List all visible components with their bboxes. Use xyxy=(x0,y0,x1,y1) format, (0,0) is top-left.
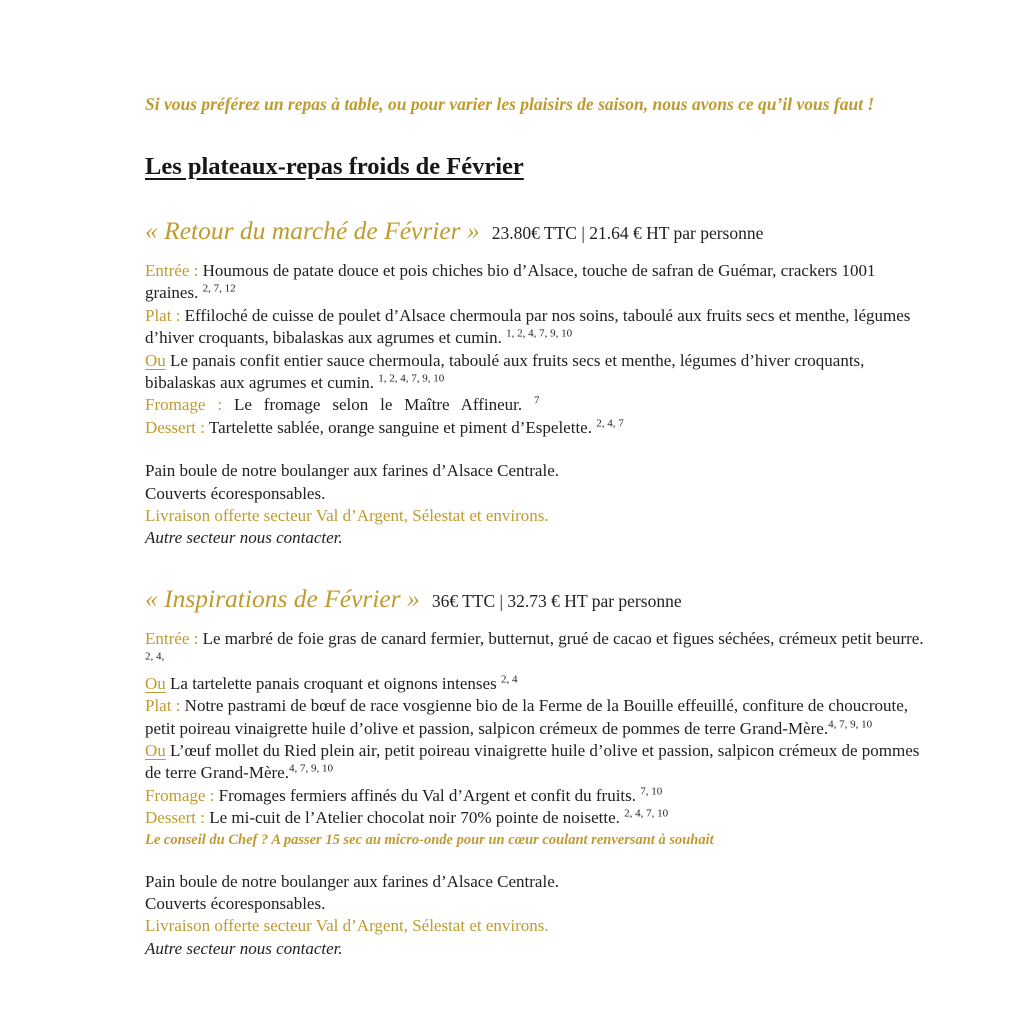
allergen-numbers: 2, 4, 7 xyxy=(596,417,624,430)
course-row-ou-alternative xyxy=(145,740,930,785)
course-label-ou: Ou xyxy=(145,673,166,693)
section-price: 36€ TTC | 32.73 € HT par personne xyxy=(431,590,682,611)
allergen-numbers: 1, 2, 4, 7, 9, 10 xyxy=(378,372,445,385)
footer-delivery-line: Livraison offerte secteur Val d’Argent, Sélestat et environs. xyxy=(145,506,549,526)
footer-contact-line: Autre secteur nous contacter. xyxy=(145,938,343,958)
footer-cutlery-line: Couverts écoresponsables. xyxy=(145,893,326,913)
allergen-numbers: 1, 2, 4, 7, 9, 10 xyxy=(506,327,573,340)
course-row-ou-alternative xyxy=(145,350,930,395)
course-row-plat xyxy=(145,305,930,350)
footer-cutlery-line: Couverts écoresponsables. xyxy=(145,483,326,503)
course-text: Notre pastrami de bœuf de race vosgienne bio de la Ferme de la Bouille effeuillé, confiture de choucroute, petit poireau vinaigrette huile d’olive et passion, salpicon crémeux de pommes de terre Grand-Mère. xyxy=(145,696,909,738)
section-footer xyxy=(145,460,930,550)
footer-bread-line: Pain boule de notre boulanger aux farines d’Alsace Centrale. xyxy=(145,871,559,891)
course-text: Houmous de patate douce et pois chiches bio d’Alsace, touche de safran de Guémar, crackers 1001 graines. xyxy=(145,261,876,303)
course-row-entree xyxy=(145,628,930,673)
course-row-entree xyxy=(145,260,930,305)
course-text: Le mi-cuit de l’Atelier chocolat noir 70% pointe de noisette. xyxy=(209,808,620,828)
allergen-numbers: 2, 4, xyxy=(145,650,165,663)
allergen-numbers: 2, 4 xyxy=(500,673,518,686)
chef-tip-note: Le conseil du Chef ? A passer 15 sec au micro-onde pour un cœur coulant renversant à souhait xyxy=(145,831,714,848)
section-title: « Retour du marché de Février » xyxy=(145,216,480,245)
course-label: Dessert : xyxy=(145,808,205,828)
course-label-ou: Ou xyxy=(145,350,166,370)
section-title-line xyxy=(145,584,930,614)
course-text: Le fromage selon le Maître Affineur. xyxy=(233,395,523,415)
course-list xyxy=(145,628,930,850)
allergen-numbers: 2, 7, 12 xyxy=(202,282,236,295)
footer-contact-line: Autre secteur nous contacter. xyxy=(145,528,343,548)
allergen-numbers: 4, 7, 9, 10 xyxy=(828,717,873,730)
course-text: L’œuf mollet du Ried plein air, petit poireau vinaigrette huile d’olive et passion, salpicon crémeux de pommes de terre Grand-Mère. xyxy=(145,740,920,783)
course-label: Fromage : xyxy=(145,785,215,805)
course-row-dessert xyxy=(145,417,930,439)
section-footer xyxy=(145,871,930,961)
footer-delivery-line: Livraison offerte secteur Val d’Argent, Sélestat et environs. xyxy=(145,916,549,936)
course-text: Le marbré de foie gras de canard fermier, butternut, grué de cacao et figues séchées, crémeux petit beurre. xyxy=(202,628,924,648)
intro-tagline: Si vous préférez un repas à table, ou pour varier les plaisirs de saison, nous avons ce qu’il vous faut ! xyxy=(145,94,875,114)
course-text: Fromages fermiers affinés du Val d’Argent et confit du fruits. xyxy=(218,785,637,805)
allergen-numbers: 7 xyxy=(534,394,540,407)
page-title-text: Les plateaux-repas froids de Février xyxy=(145,153,524,180)
footer-bread-line: Pain boule de notre boulanger aux farines d’Alsace Centrale. xyxy=(145,461,559,481)
course-text: Tartelette sablée, orange sanguine et piment d’Espelette. xyxy=(208,417,592,437)
course-row-plat xyxy=(145,695,930,740)
course-label: Plat : xyxy=(145,305,181,325)
course-row-dessert xyxy=(145,807,930,829)
course-label: Plat : xyxy=(145,696,181,716)
page-title xyxy=(145,152,930,182)
section-title: « Inspirations de Février » xyxy=(145,583,420,613)
allergen-numbers: 4, 7, 9, 10 xyxy=(288,762,333,775)
course-label: Dessert : xyxy=(145,417,205,437)
course-text: La tartelette panais croquant et oignons intenses xyxy=(170,673,497,693)
section-title-line xyxy=(145,216,930,246)
menu-section-retour-du-marche xyxy=(145,216,930,550)
course-text: Le panais confit entier sauce chermoula, taboulé aux fruits secs et menthe, légumes d’hiver croquants, bibalaskas aux agrumes et cumin. xyxy=(145,350,865,393)
course-list xyxy=(145,260,930,439)
course-label: Entrée : xyxy=(145,628,199,648)
allergen-numbers: 2, 4, 7, 10 xyxy=(624,807,669,820)
section-price: 23.80€ TTC | 21.64 € HT par personne xyxy=(491,223,764,243)
course-label-ou: Ou xyxy=(145,740,166,760)
allergen-numbers: 7, 10 xyxy=(640,785,663,798)
menu-section-inspirations xyxy=(145,584,930,960)
course-label: Entrée : xyxy=(145,261,199,280)
course-row-fromage xyxy=(145,394,930,416)
course-label: Fromage : xyxy=(145,395,223,415)
course-row-fromage xyxy=(145,785,930,807)
course-row-ou-alternative xyxy=(145,673,930,695)
course-text: Effiloché de cuisse de poulet d’Alsace chermoula par nos soins, taboulé aux fruits secs et menthe, légumes d’hiver croquants, bibalaskas aux agrumes et cumin. xyxy=(145,305,911,348)
